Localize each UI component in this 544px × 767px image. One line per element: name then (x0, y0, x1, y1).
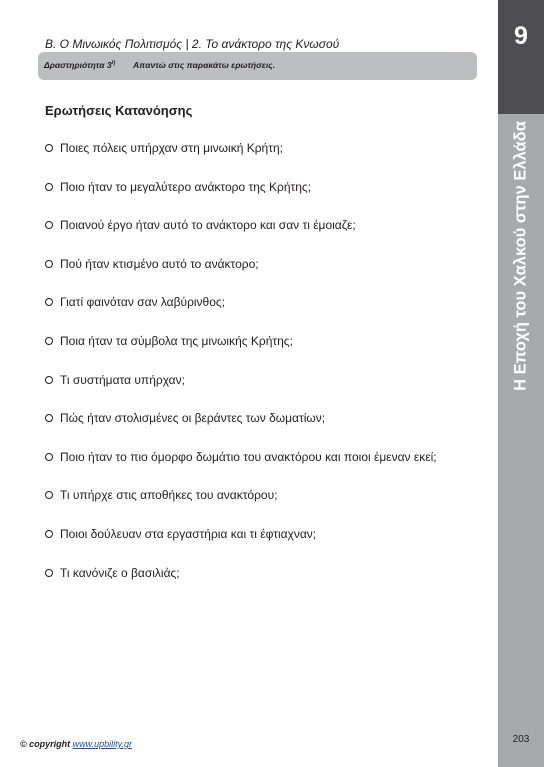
question-item (45, 180, 437, 219)
question-list (45, 141, 437, 604)
question-item (45, 218, 437, 257)
activity-bar (38, 52, 477, 80)
chapter-title: Η Εποχή του Χαλκού στην Ελλάδα (511, 121, 530, 391)
activity-label (44, 60, 115, 70)
page-number: 203 (512, 734, 530, 745)
circle-bullet-icon (45, 221, 53, 229)
question-text: Ποιανού έργο ήταν αυτό το ανάκτορο και σαν τι έμοιαζε; (60, 218, 356, 233)
question-item (45, 527, 437, 566)
circle-bullet-icon (45, 376, 53, 384)
circle-bullet-icon (45, 569, 53, 577)
website-link[interactable]: www.upbility.gr (72, 739, 133, 749)
activity-label-text: Δραστηριότητα 3 (44, 60, 112, 70)
question-item (45, 257, 437, 296)
question-text: Γιατί φαινόταν σαν λαβύρινθος; (60, 295, 226, 310)
copyright-prefix: © copyright (20, 739, 71, 749)
question-item (45, 411, 437, 450)
circle-bullet-icon (45, 183, 53, 191)
circle-bullet-icon (45, 298, 53, 306)
question-item (45, 141, 437, 180)
question-text: Τι συστήματα υπήρχαν; (60, 372, 185, 387)
copyright-notice (20, 739, 132, 749)
circle-bullet-icon (45, 491, 53, 499)
question-item (45, 373, 437, 412)
question-text: Ποια ήταν τα σύμβολα της μινωικής Κρήτης; (60, 333, 293, 348)
question-text: Ποιες πόλεις υπήρχαν στη μινωική Κρήτη; (60, 141, 283, 155)
circle-bullet-icon (45, 414, 53, 422)
circle-bullet-icon (45, 453, 53, 461)
question-text: Τι κανόνιζε ο βασιλιάς; (60, 565, 180, 580)
activity-label-sup: η (111, 60, 116, 67)
chapter-number: 9 (514, 22, 528, 50)
question-item (45, 450, 437, 489)
question-text: Ποιο ήταν το πιο όμορφο δωμάτιο του ανακτόρου και ποιοι έμεναν εκεί; (60, 449, 437, 464)
chapter-tab (498, 0, 544, 114)
question-text: Πώς ήταν στολισμένες οι βεράντες των δωματίων; (60, 411, 326, 426)
question-item (45, 566, 437, 605)
question-text: Τι υπήρχε στις αποθήκες του ανακτόρου; (60, 488, 278, 503)
circle-bullet-icon (45, 260, 53, 268)
question-text: Ποιο ήταν το μεγαλύτερο ανάκτορο της Κρήτης; (60, 179, 312, 194)
question-item (45, 295, 437, 334)
activity-instruction: Απαντώ στις παρακάτω ερωτήσεις. (133, 60, 276, 70)
question-item (45, 488, 437, 527)
circle-bullet-icon (45, 144, 53, 152)
section-heading: Ερωτήσεις Κατανόησης (45, 103, 193, 118)
circle-bullet-icon (45, 530, 53, 538)
page-header-title: Β. Ο Μινωικός Πολιτισμός | 2. Το ανάκτορο της Κνωσού (45, 37, 340, 51)
question-text: Πού ήταν κτισμένο αυτό το ανάκτορο; (60, 256, 259, 271)
circle-bullet-icon (45, 337, 53, 345)
question-text: Ποιοι δούλευαν στα εργαστήρια και τι έφτιαχναν; (60, 526, 317, 541)
chapter-sidebar (498, 0, 544, 767)
question-item (45, 334, 437, 373)
